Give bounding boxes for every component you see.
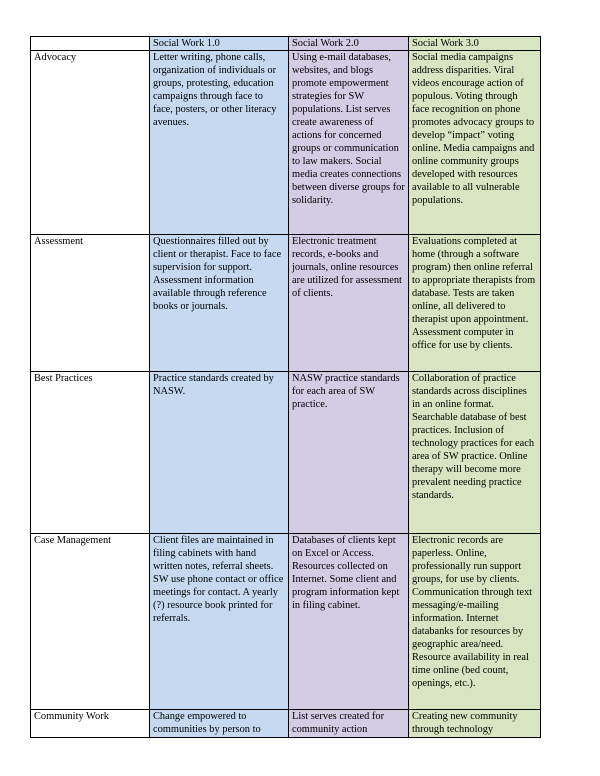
sw2-cell: List serves created for community action — [289, 710, 409, 738]
sw1-cell: Client files are maintained in filing cabinets with hand written notes, referral sheets. SW use phone contact or office meetings for contact. A yearly (?) resource book printed for referrals. — [150, 534, 289, 710]
sw3-cell: Social media campaigns address disparities. Viral videos encourage action of populous. Voting through face recognition on phone promotes advocacy groups to develop “impact” voting online. Media campaigns and online community groups developed with resources available to all vulnerable populations. — [409, 51, 541, 235]
category-cell: Best Practices — [31, 372, 150, 534]
sw1-cell: Change empowered to communities by person to — [150, 710, 289, 738]
social-work-comparison-table — [30, 36, 541, 738]
category-cell: Assessment — [31, 235, 150, 372]
sw3-cell: Electronic records are paperless. Online, professionally run support groups, for use by clients. Communication through text messaging/e-mailing information. Internet databanks for resources by geographic area/need. Resource availability in real time online (bed count, openings, etc.). — [409, 534, 541, 710]
header-social-work-1: Social Work 1.0 — [150, 37, 289, 51]
sw2-cell: Electronic treatment records, e-books and journals, online resources are utilized for assessment of clients. — [289, 235, 409, 372]
table-row-advocacy — [31, 51, 541, 235]
sw3-cell: Collaboration of practice standards across disciplines in an online format. Searchable database of best practices. Inclusion of technology practices for each area of SW practice. Online therapy will become more prevalent needing practice standards. — [409, 372, 541, 534]
table-row-community-work — [31, 710, 541, 738]
category-cell: Community Work — [31, 710, 150, 738]
header-social-work-2: Social Work 2.0 — [289, 37, 409, 51]
header-social-work-3: Social Work 3.0 — [409, 37, 541, 51]
category-cell: Case Management — [31, 534, 150, 710]
table-header-row — [31, 37, 541, 51]
sw1-cell: Questionnaires filled out by client or therapist. Face to face supervision for support. Assessment information available through reference books or journals. — [150, 235, 289, 372]
category-cell: Advocacy — [31, 51, 150, 235]
table-row-best-practices — [31, 372, 541, 534]
header-blank-cell — [31, 37, 150, 51]
sw1-cell: Practice standards created by NASW. — [150, 372, 289, 534]
sw3-cell: Evaluations completed at home (through a software program) then online referral to appropriate therapists from database. Tests are taken online, all delivered to therapist upon appointment. Assessment computer in office for use by clients. — [409, 235, 541, 372]
sw3-cell: Creating new community through technology — [409, 710, 541, 738]
table-row-case-management — [31, 534, 541, 710]
table-row-assessment — [31, 235, 541, 372]
sw1-cell: Letter writing, phone calls, organization of individuals or groups, protesting, education campaigns through face to face, posters, or other literacy avenues. — [150, 51, 289, 235]
sw2-cell: NASW practice standards for each area of SW practice. — [289, 372, 409, 534]
sw2-cell: Databases of clients kept on Excel or Access. Resources collected on Internet. Some client and program information kept in filing cabinet. — [289, 534, 409, 710]
sw2-cell: Using e-mail databases, websites, and blogs promote empowerment strategies for SW populations. List serves create awareness of actions for concerned groups or communication to law makers. Social media creates connections between diverse groups for solidarity. — [289, 51, 409, 235]
